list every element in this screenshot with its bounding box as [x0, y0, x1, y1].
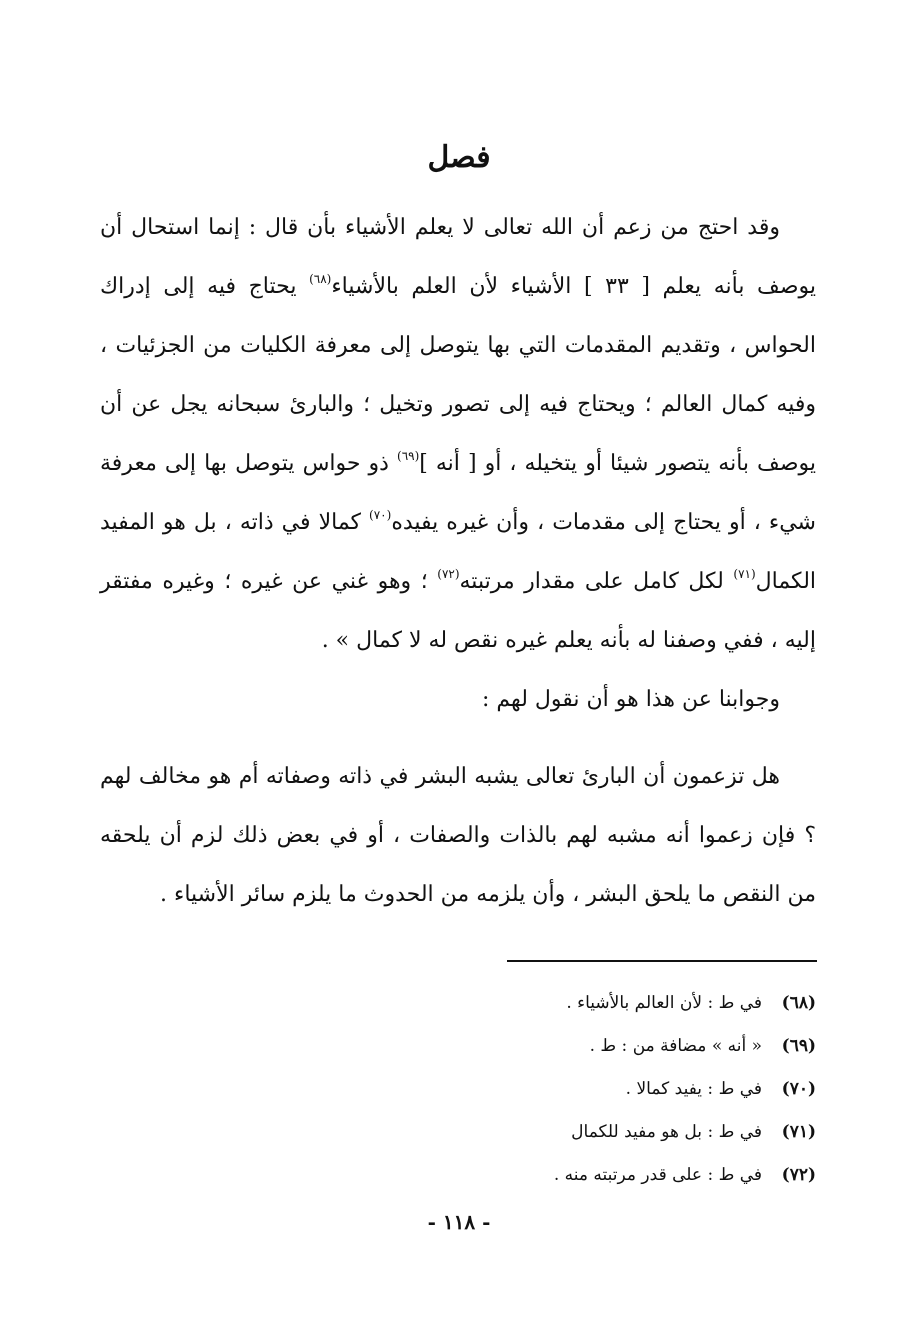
- paragraph-reply-intro: [100, 670, 816, 729]
- footnote-text: في ط : على قدر مرتبته منه .: [553, 1165, 762, 1185]
- footnote-marker: (٧٠): [369, 508, 392, 522]
- footnote-item: [300, 1154, 816, 1197]
- footnote-item: [300, 1025, 816, 1068]
- body-text: [100, 198, 816, 924]
- footnote-item: [300, 1068, 816, 1111]
- section-heading: فصل: [427, 140, 491, 175]
- paragraph-argument: [100, 198, 816, 670]
- paragraph-text: ؛ وهو غني عن غيره ؛ وغيره مفتقر إليه ، ففي وصفنا له بأنه يعلم غيره نقص له لا كمال » .: [100, 569, 816, 653]
- footnote-divider: [507, 960, 817, 962]
- footnote-number: (٦٩): [781, 1036, 816, 1056]
- footnote-number: (٦٨): [781, 993, 816, 1013]
- footnote-text: « أنه » مضافة من : ط .: [589, 1036, 762, 1056]
- footnotes: [300, 982, 816, 1197]
- paragraph-text: هل تزعمون أن البارئ تعالى يشبه البشر في ذاته وصفاته أم هو مخالف لهم ؟ فإن زعموا أنه مشبه لهم بالذات والصفات ، أو في بعض ذلك لزم أن يلحقه من النقص ما يلحق البشر ، وأن يلزمه من الحدوث ما يلزم سائر الأشياء .: [100, 764, 816, 907]
- footnote-text: في ط : لأن العالم بالأشياء .: [566, 993, 762, 1013]
- page-number: - ١١٨ -: [427, 1210, 491, 1234]
- paragraph-question: [100, 747, 816, 924]
- footnote-number: (٧٠): [781, 1079, 816, 1099]
- paragraph-text: وقد احتج من زعم أن الله تعالى لا يعلم الأشياء بأن قال : إنما استحال أن يوصف بأنه يعلم [ ٣٣ ] الأشياء لأن العلم بالأشياء: [100, 215, 816, 299]
- footnote-number: (٧١): [781, 1122, 816, 1142]
- footnote-marker: (٧١): [733, 567, 756, 581]
- paragraph-text: لكل كامل على مقدار مرتبته: [459, 569, 734, 594]
- footnote-item: [300, 1111, 816, 1154]
- footnote-marker: (٦٨): [309, 272, 332, 286]
- paragraph-text: ذو حواس يتوصل بها إلى معرفة شيء ، أو يحتاج إلى مقدمات ، وأن غيره يفيده: [100, 451, 816, 535]
- footnote-marker: (٧٢): [437, 567, 460, 581]
- paragraph-text: وجوابنا عن هذا هو أن نقول لهم :: [482, 687, 780, 712]
- paragraph-text: يحتاج فيه إلى إدراك الحواس ، وتقديم المقدمات التي بها يتوصل إلى معرفة الكليات من الجزئيات ، وفيه كمال العالم ؛ ويحتاج فيه إلى تصور وتخيل ؛ والبارئ سبحانه يجل عن أن يوصف بأنه يتصور شيئا أو يتخيله ، أو [ أنه ]: [100, 274, 816, 476]
- footnote-marker: (٦٩): [397, 449, 420, 463]
- footnote-text: في ط : يفيد كمالا .: [625, 1079, 762, 1099]
- footnote-number: (٧٢): [781, 1165, 816, 1185]
- footnote-text: في ط : بل هو مفيد للكمال: [571, 1122, 762, 1142]
- paragraph-text: كمالا في ذاته ، بل هو المفيد الكمال: [100, 510, 817, 594]
- footnote-item: [300, 982, 816, 1025]
